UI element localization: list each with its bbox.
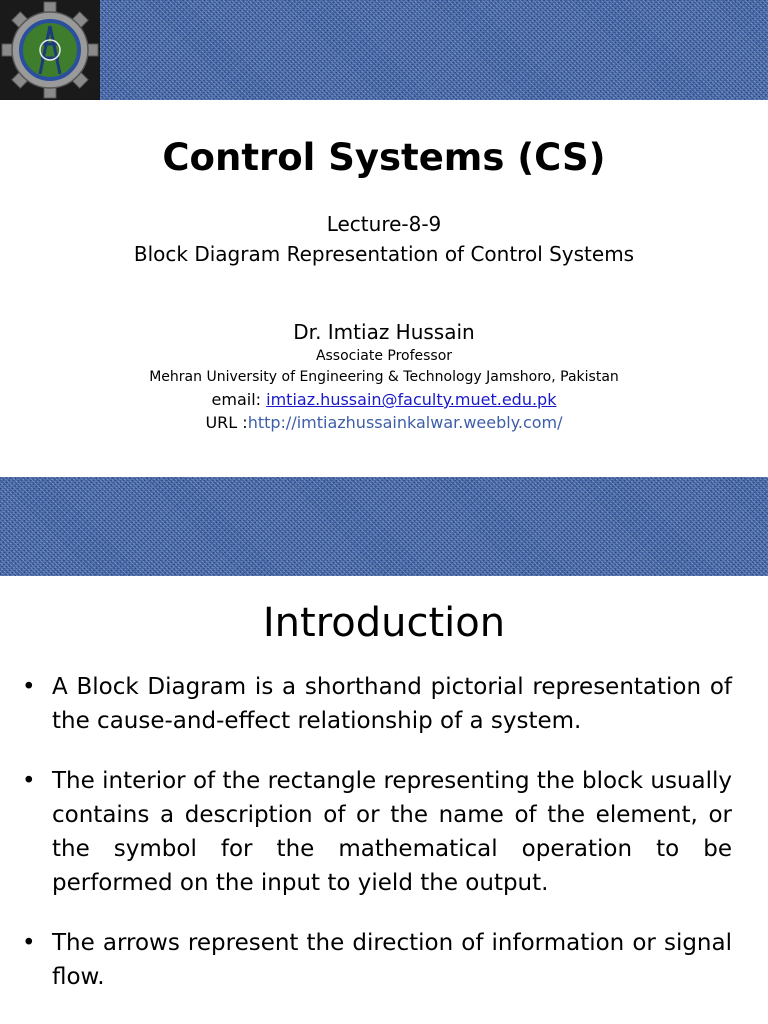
bullet-icon: • — [22, 930, 36, 956]
section-title: Introduction — [262, 600, 506, 646]
bullet-item — [22, 670, 732, 738]
lecture-subtitle: Block Diagram Representation of Control Systems — [133, 242, 635, 266]
lecture-number: Lecture-8-9 — [326, 212, 442, 236]
bullet-text: The arrows represent the direction of information or signal flow. — [52, 930, 732, 990]
author-institute: Mehran University of Engineering & Technology Jamshoro, Pakistan — [149, 369, 619, 385]
bullet-list — [22, 670, 732, 1020]
author-name: Dr. Imtiaz Hussain — [293, 320, 475, 344]
bullet-item — [22, 926, 732, 994]
slide-title: Control Systems (CS) — [162, 136, 606, 179]
header-band — [0, 0, 768, 100]
email-link[interactable]: imtiaz.hussain@faculty.muet.edu.pk — [266, 390, 557, 409]
bullet-text: A Block Diagram is a shorthand pictorial representation of the cause-and-effect relationship of a system. — [52, 674, 732, 734]
url-line — [0, 413, 768, 432]
email-label: email: — [211, 390, 267, 409]
email-line — [0, 390, 768, 409]
bullet-icon: • — [22, 674, 36, 700]
url-link[interactable]: http://imtiazhussainkalwar.weebly.com/ — [247, 413, 563, 432]
separator-band — [0, 477, 768, 576]
bullet-text: The interior of the rectangle representing the block usually contains a description of or the name of the element, or the symbol for the mathematical operation to be performed on the input to yield the output. — [52, 768, 732, 896]
bullet-item — [22, 764, 732, 900]
url-label: URL : — [205, 413, 248, 432]
university-logo — [0, 0, 100, 100]
bullet-icon: • — [22, 768, 36, 794]
author-position: Associate Professor — [315, 348, 453, 364]
gear-logo-icon — [0, 0, 100, 100]
